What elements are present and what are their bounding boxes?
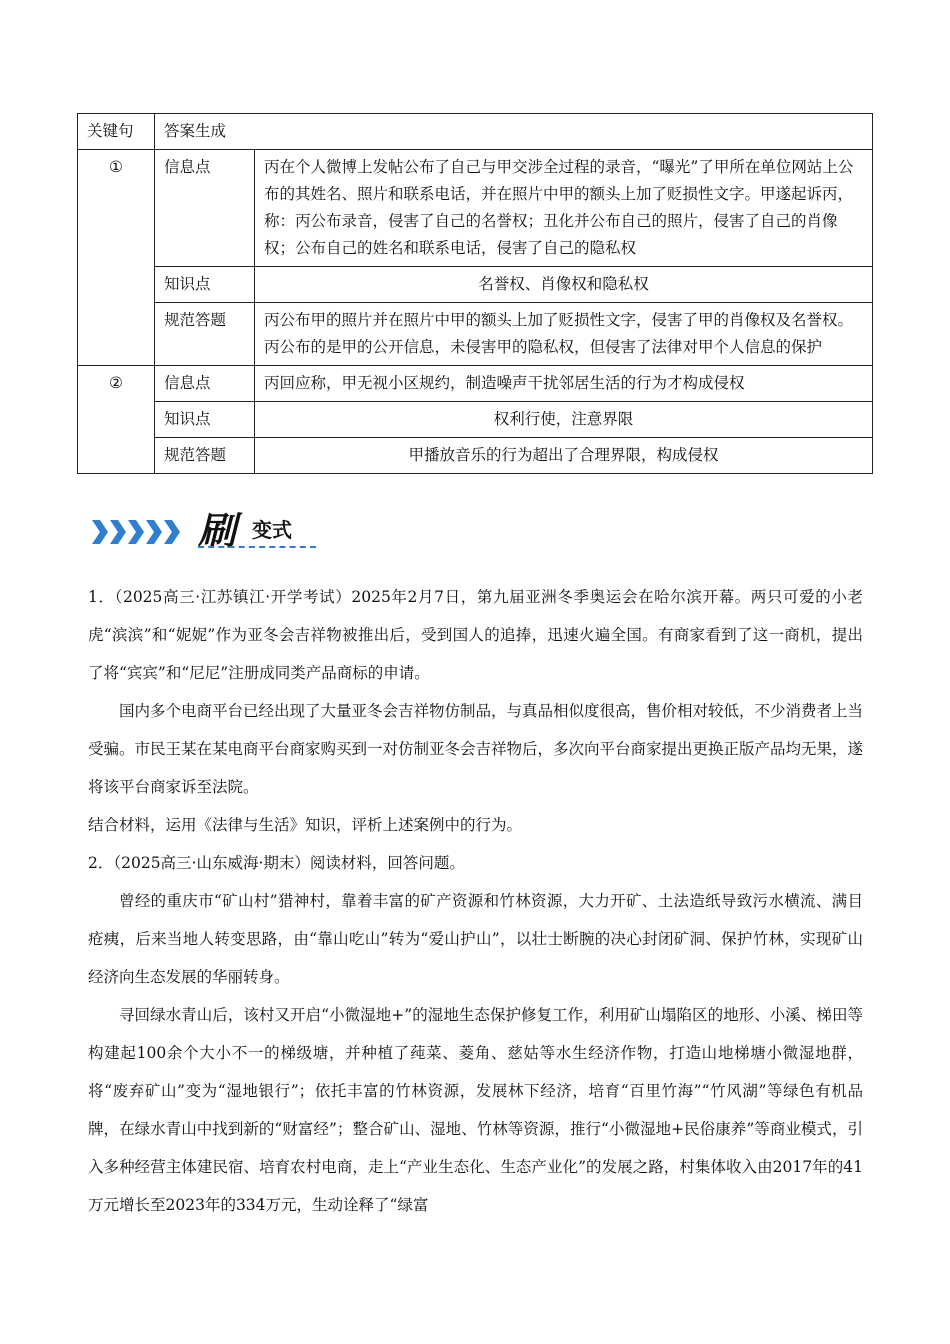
table-row — [78, 366, 873, 402]
answer-table — [77, 113, 873, 474]
row-label: 知识点 — [155, 267, 255, 303]
q1-ask: 结合材料，运用《法律与生活》知识，评析上述案例中的行为。 — [88, 816, 523, 834]
q1-stem: 1．（2025高三·江苏镇江·开学考试）2025年2月7日，第九届亚洲冬季奥运会在哈尔滨开幕。两只可爱的小老虎“滨滨”和“妮妮”作为亚冬会吉祥物被推出后，受到国人的追捧，迅速火遍全国。有商家看到了这一商机，提出了将“宾宾”和“尼尼”注册成同类产品商标的申请。 — [88, 588, 863, 682]
row-text: 名誉权、肖像权和隐私权 — [255, 267, 873, 303]
banner-label: 变式 — [252, 518, 292, 542]
group-number: ① — [78, 150, 155, 366]
table-row — [78, 303, 873, 366]
row-label: 信息点 — [155, 366, 255, 402]
row-text: 丙公布甲的照片并在照片中甲的额头上加了贬损性文字，侵害了甲的肖像权及名誉权。丙公布的是甲的公开信息，未侵害甲的隐私权，但侵害了法律对甲个人信息的保护 — [255, 303, 873, 366]
group-number: ② — [78, 366, 155, 474]
table-row — [78, 150, 873, 267]
row-label: 规范答题 — [155, 438, 255, 474]
header-answer-generation: 答案生成 — [155, 114, 873, 150]
q2-stem: 2．（2025高三·山东威海·期末）阅读材料，回答问题。 — [88, 854, 465, 872]
table-header-row — [78, 114, 873, 150]
dashed-underline — [198, 546, 316, 548]
row-label: 信息点 — [155, 150, 255, 267]
q2-paragraph: 寻回绿水青山后，该村又开启“小微湿地+”的湿地生态保护修复工作，利用矿山塌陷区的地形、小溪、梯田等构建起100余个大小不一的梯级塘，并种植了莼菜、菱角、慈姑等水生经济作物，打造山地梯塘小微湿地群，将“废弃矿山”变为“湿地银行”；依托丰富的竹林资源，发展林下经济，培育“百里竹海”“竹风湖”等绿色有机品牌，在绿水青山中找到新的“财富经”；整合矿山、湿地、竹林等资源，推行“小微湿地+民俗康养”等商业模式，引入多种经营主体建民宿、培育农村电商，走上“产业生态化、生态产业化”的发展之路，村集体收入由2017年的41万元增长至2023年的334万元，生动诠释了“绿富 — [88, 1006, 863, 1214]
header-key-sentence: 关键句 — [78, 114, 155, 150]
table-row — [78, 438, 873, 474]
row-text: 甲播放音乐的行为超出了合理界限，构成侵权 — [255, 438, 873, 474]
table-row — [78, 267, 873, 303]
row-text: 权利行使，注意界限 — [255, 402, 873, 438]
q1-paragraph: 国内多个电商平台已经出现了大量亚冬会吉祥物仿制品，与真品相似度很高，售价相对较低，不少消费者上当受骗。市民王某在某电商平台商家购买到一对仿制亚冬会吉祥物后，多次向平台商家提出更换正版产品均无果，遂将该平台商家诉至法院。 — [88, 702, 864, 796]
table-row — [78, 402, 873, 438]
row-text: 丙在个人微博上发帖公布了自己与甲交涉全过程的录音，“曝光”了甲所在单位网站上公布的其姓名、照片和联系电话，并在照片中甲的额头上加了贬损性文字。甲遂起诉丙，称：丙公布录音，侵害了自己的名誉权；丑化并公布自己的照片，侵害了自己的肖像权；公布自己的姓名和联系电话，侵害了自己的隐私权 — [255, 150, 873, 267]
q2-paragraph: 曾经的重庆市“矿山村”猎神村，靠着丰富的矿产资源和竹林资源，大力开矿、土法造纸导致污水横流、满目疮痍，后来当地人转变思路，由“靠山吃山”转为“爱山护山”，以壮士断腕的决心封闭矿洞、保护竹林，实现矿山经济向生态发展的华丽转身。 — [88, 892, 863, 986]
row-text: 丙回应称，甲无视小区规约，制造噪声干扰邻居生活的行为才构成侵权 — [255, 366, 873, 402]
questions-section — [88, 578, 863, 1224]
brush-glyph: 刷 — [198, 508, 237, 553]
row-label: 规范答题 — [155, 303, 255, 366]
section-banner — [90, 500, 320, 556]
chevron-arrows-icon — [90, 514, 190, 554]
row-label: 知识点 — [155, 402, 255, 438]
